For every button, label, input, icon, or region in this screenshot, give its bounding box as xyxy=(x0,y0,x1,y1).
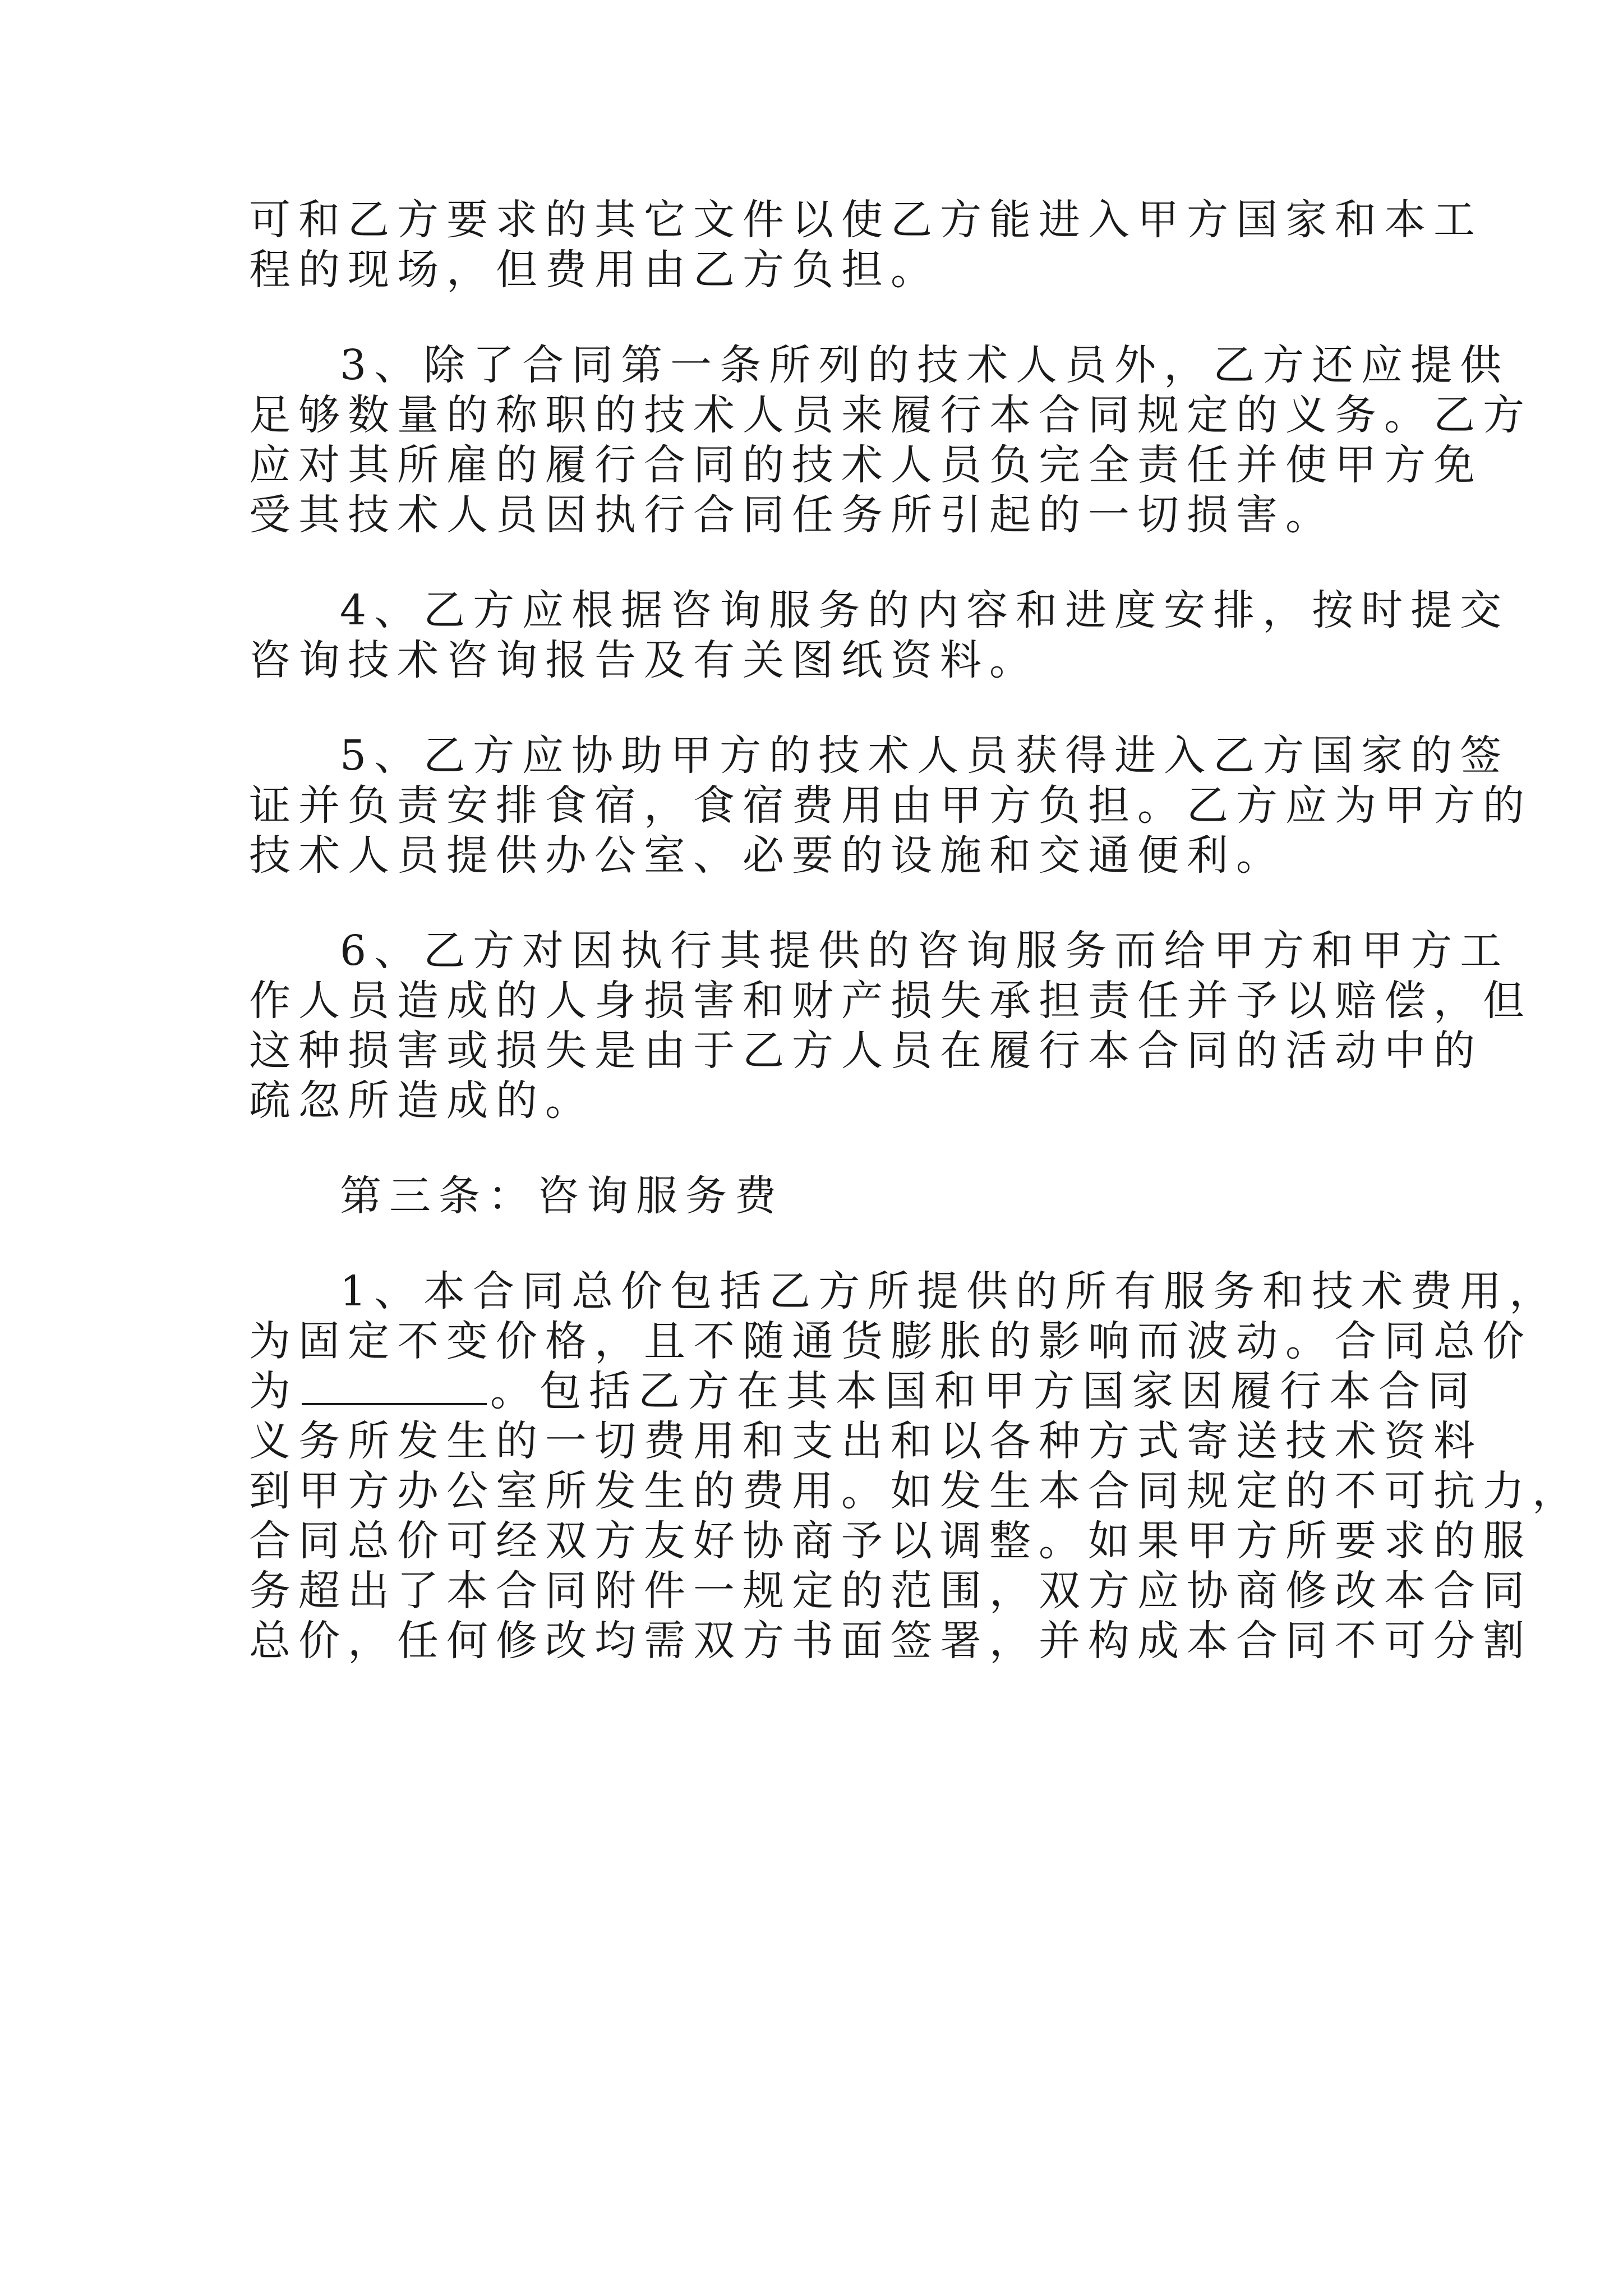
paragraph-gap xyxy=(249,1126,1393,1171)
text-line: 1、本合同总价包括乙方所提供的所有服务和技术费用， xyxy=(340,1267,1559,1315)
text-line: 5、乙方应协助甲方的技术人员获得进入乙方国家的签 xyxy=(340,731,1510,780)
text-line: 作人员造成的人身损害和财产损失承担责任并予以赔偿，但 xyxy=(249,977,1532,1025)
text-line: 务超出了本合同附件一规定的范围，双方应协商修改本合同 xyxy=(249,1567,1532,1615)
text-line: 足够数量的称职的技术人员来履行本合同规定的义务。乙方 xyxy=(249,391,1532,439)
paragraph-gap xyxy=(249,540,1393,586)
text-line: 合同总价可经双方友好协商予以调整。如果甲方所要求的服 xyxy=(249,1517,1532,1565)
document-body xyxy=(249,195,1581,1666)
paragraph-gap xyxy=(249,295,1393,341)
paragraph-gap xyxy=(249,685,1393,731)
text-line-with-blank xyxy=(249,1366,1477,1416)
section-heading: 第三条：咨询服务费 xyxy=(340,1172,784,1220)
paragraph-gap xyxy=(249,1221,1393,1267)
text-fragment: 。包括乙方在其本国和甲方国家因履行本合同 xyxy=(490,1367,1477,1415)
text-line: 3、除了合同第一条所列的技术人员外，乙方还应提供 xyxy=(340,341,1510,389)
paragraph-gap xyxy=(249,881,1393,926)
text-line: 程的现场，但费用由乙方负担。 xyxy=(249,246,940,294)
text-line: 义务所发生的一切费用和支出和以各种方式寄送技术资料 xyxy=(249,1417,1483,1465)
text-line: 疏忽所造成的。 xyxy=(249,1076,594,1125)
text-line: 到甲方办公室所发生的费用。如发生本合同规定的不可抗力， xyxy=(249,1467,1581,1515)
text-line: 技术人员提供办公室、必要的设施和交通便利。 xyxy=(249,831,1285,880)
fill-in-blank xyxy=(302,1397,487,1405)
text-line: 证并负责安排食宿，食宿费用由甲方负担。乙方应为甲方的 xyxy=(249,781,1532,830)
text-line: 受其技术人员因执行合同任务所引起的一切损害。 xyxy=(249,491,1335,539)
text-line: 应对其所雇的履行合同的技术人员负完全责任并使甲方免 xyxy=(249,441,1483,489)
text-line: 4、乙方应根据咨询服务的内容和进度安排，按时提交 xyxy=(340,586,1510,634)
text-fragment: 为 xyxy=(249,1367,298,1415)
text-line: 这种损害或损失是由于乙方人员在履行本合同的活动中的 xyxy=(249,1027,1483,1075)
text-line: 6、乙方对因执行其提供的咨询服务而给甲方和甲方工 xyxy=(340,927,1510,975)
text-line: 咨询技术咨询报告及有关图纸资料。 xyxy=(249,636,1039,684)
text-line: 为固定不变价格，且不随通货膨胀的影响而波动。合同总价 xyxy=(249,1317,1532,1365)
text-line: 可和乙方要求的其它文件以使乙方能进入甲方国家和本工 xyxy=(249,196,1483,244)
text-line: 总价，任何修改均需双方书面签署，并构成本合同不可分割 xyxy=(249,1617,1532,1665)
